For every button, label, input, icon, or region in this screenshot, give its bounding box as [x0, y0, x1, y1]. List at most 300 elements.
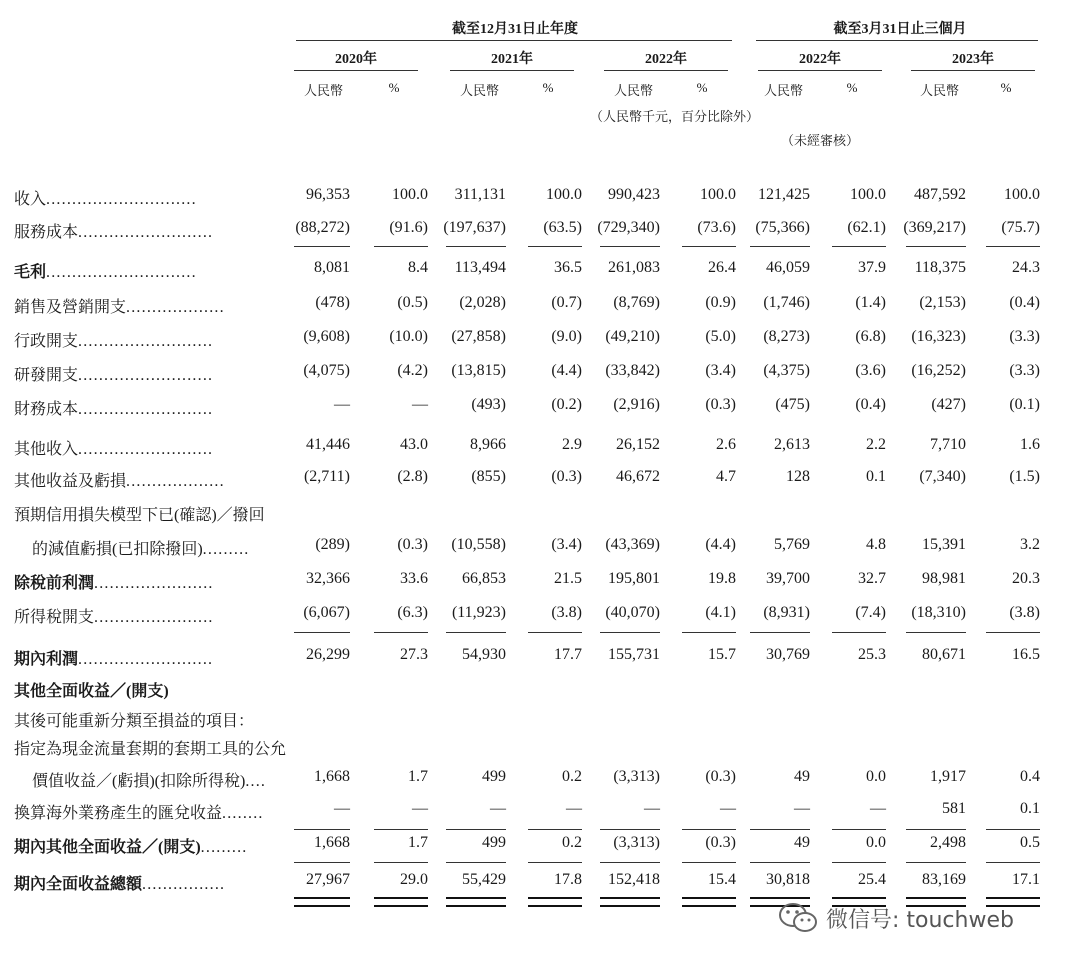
cell-rmb: (49,210): [605, 328, 660, 345]
subtotal-rule: [294, 862, 350, 863]
cell-pct: 19.8: [708, 570, 736, 587]
cell-rmb: (9,608): [303, 328, 350, 345]
unaudited-note: （未經審核）: [780, 133, 859, 148]
subtotal-rule: [750, 862, 810, 863]
row-label: [14, 328, 213, 351]
cell-pct: —: [566, 800, 582, 817]
row-label-text: 其後可能重新分類至損益的項目：: [14, 713, 255, 730]
cell-rmb: (18,310): [911, 604, 966, 621]
row-label-text: 換算海外業務產生的匯兌收益: [14, 805, 223, 822]
cell-pct: (4.4): [705, 536, 736, 553]
row-label-text: 期內利潤: [14, 651, 79, 668]
subtotal-rule: [374, 829, 428, 830]
cell-rmb: 581: [942, 800, 966, 817]
cell-pct: 100.0: [1004, 186, 1040, 203]
cell-pct: (2.8): [397, 468, 428, 485]
cell-pct: 15.4: [708, 871, 736, 888]
row-label: [32, 768, 266, 791]
cell-pct: (91.6): [389, 219, 428, 236]
cell-rmb: 66,853: [462, 570, 506, 587]
cell-rmb: (10,558): [451, 536, 506, 553]
row-label: [14, 219, 213, 242]
cell-rmb: (2,028): [459, 294, 506, 311]
cell-pct: 21.5: [554, 570, 582, 587]
row-label-text: 期內全面收益總額: [14, 876, 143, 893]
cell-pct: 0.4: [1020, 768, 1040, 785]
cell-pct: —: [870, 800, 886, 817]
cell-pct: 20.3: [1012, 570, 1040, 587]
row-label-text: 其他收入: [14, 441, 79, 458]
row-label: [14, 604, 214, 627]
cell-rmb: (33,842): [605, 362, 660, 379]
cell-rmb: (3,313): [613, 834, 660, 851]
cell-rmb: —: [794, 800, 810, 817]
cell-rmb: 2,613: [774, 436, 810, 453]
year-header: 2021年: [491, 52, 533, 67]
cell-rmb: (369,217): [903, 219, 966, 236]
group-header-quarter: 截至3月31日止三個月: [833, 22, 967, 37]
cell-rmb: (8,931): [763, 604, 810, 621]
leader-dots: .........: [202, 541, 250, 558]
cell-pct: (4.1): [705, 604, 736, 621]
leader-dots: .............................: [46, 264, 197, 281]
cell-pct: (0.4): [855, 396, 886, 413]
col-header-rmb: 人民幣: [764, 83, 804, 98]
row-label: [14, 259, 197, 282]
subtotal-rule: [600, 829, 660, 830]
cell-rmb: —: [490, 800, 506, 817]
leader-dots: ..........................: [78, 367, 214, 384]
cell-pct: (62.1): [847, 219, 886, 236]
row-label-text: 財務成本: [14, 401, 79, 418]
cell-pct: (0.3): [397, 536, 428, 553]
col-header-rmb: 人民幣: [304, 83, 344, 98]
row-label-text: 研發開支: [14, 367, 79, 384]
subtotal-rule: [986, 632, 1040, 633]
subtotal-rule: [682, 862, 736, 863]
cell-pct: (1.4): [855, 294, 886, 311]
cell-rmb: (289): [315, 536, 350, 553]
cell-rmb: 49: [794, 834, 810, 851]
cell-pct: (3.3): [1009, 328, 1040, 345]
row-label: [14, 834, 247, 857]
cell-pct: (4.4): [551, 362, 582, 379]
cell-pct: (75.7): [1001, 219, 1040, 236]
cell-pct: 16.5: [1012, 646, 1040, 663]
leader-dots: .......................: [94, 575, 214, 592]
cell-rmb: 990,423: [608, 186, 660, 203]
cell-rmb: (2,711): [303, 468, 350, 485]
col-header-rmb: 人民幣: [614, 83, 654, 98]
year-header-rule: [758, 70, 882, 71]
subtotal-rule: [986, 829, 1040, 830]
row-label: [14, 708, 254, 731]
subtotal-rule: [528, 829, 582, 830]
cell-rmb: 55,429: [462, 871, 506, 888]
cell-rmb: 96,353: [306, 186, 350, 203]
cell-rmb: 2,498: [930, 834, 966, 851]
col-header-pct: %: [388, 80, 400, 95]
subtotal-rule: [600, 246, 660, 247]
year-header: 2022年: [645, 52, 687, 67]
cell-pct: 8.4: [408, 259, 428, 276]
row-label-text: 除稅前利潤: [14, 575, 95, 592]
row-label: [14, 396, 213, 419]
cell-pct: 0.0: [866, 834, 886, 851]
cell-rmb: 1,917: [930, 768, 966, 785]
subtotal-rule: [906, 862, 966, 863]
cell-pct: 3.2: [1020, 536, 1040, 553]
cell-rmb: 113,494: [454, 259, 506, 276]
cell-rmb: (43,369): [605, 536, 660, 553]
cell-rmb: 311,131: [454, 186, 506, 203]
cell-rmb: (855): [471, 468, 506, 485]
cell-rmb: (8,769): [613, 294, 660, 311]
leader-dots: ..........................: [78, 441, 214, 458]
subtotal-rule: [986, 862, 1040, 863]
cell-rmb: 15,391: [922, 536, 966, 553]
cell-pct: (0.9): [705, 294, 736, 311]
cell-rmb: 121,425: [758, 186, 810, 203]
cell-pct: (3.4): [705, 362, 736, 379]
subtotal-rule: [600, 632, 660, 633]
year-header-rule: [450, 70, 574, 71]
cell-pct: (63.5): [543, 219, 582, 236]
row-label-text: 價值收益／(虧損)(扣除所得稅): [32, 773, 246, 790]
cell-rmb: 46,059: [766, 259, 810, 276]
cell-pct: —: [720, 800, 736, 817]
cell-rmb: 7,710: [930, 436, 966, 453]
cell-rmb: (8,273): [763, 328, 810, 345]
cell-rmb: 128: [786, 468, 810, 485]
cell-pct: 0.2: [562, 768, 582, 785]
year-header: 2023年: [952, 52, 994, 67]
cell-pct: —: [412, 800, 428, 817]
cell-rmb: (729,340): [597, 219, 660, 236]
cell-pct: 100.0: [546, 186, 582, 203]
cell-rmb: (4,375): [763, 362, 810, 379]
cell-pct: 0.1: [1020, 800, 1040, 817]
cell-rmb: 261,083: [608, 259, 660, 276]
row-label: [14, 570, 214, 593]
cell-pct: (0.3): [551, 468, 582, 485]
group-header-year: 截至12月31日止年度: [452, 22, 578, 37]
total-double-rule: [528, 897, 582, 907]
cell-pct: 1.6: [1020, 436, 1040, 453]
cell-rmb: (88,272): [295, 219, 350, 236]
row-label: [14, 468, 225, 491]
total-double-rule: [374, 897, 428, 907]
cell-pct: (10.0): [389, 328, 428, 345]
subtotal-rule: [682, 632, 736, 633]
cell-pct: 4.7: [716, 468, 736, 485]
cell-rmb: (16,252): [911, 362, 966, 379]
cell-rmb: 39,700: [766, 570, 810, 587]
leader-dots: ..........................: [78, 224, 214, 241]
col-header-pct: %: [542, 80, 554, 95]
cell-rmb: —: [334, 396, 350, 413]
subtotal-rule: [986, 246, 1040, 247]
row-label: [14, 362, 213, 385]
cell-pct: 0.0: [866, 768, 886, 785]
subtotal-rule: [294, 632, 350, 633]
cell-rmb: 27,967: [306, 871, 350, 888]
cell-pct: 2.6: [716, 436, 736, 453]
col-header-pct: %: [846, 80, 858, 95]
row-label: [14, 736, 286, 759]
cell-pct: 29.0: [400, 871, 428, 888]
leader-dots: ................: [142, 876, 226, 893]
cell-rmb: 30,818: [766, 871, 810, 888]
cell-rmb: 26,299: [306, 646, 350, 663]
cell-rmb: 152,418: [608, 871, 660, 888]
cell-pct: 100.0: [850, 186, 886, 203]
cell-pct: 2.9: [562, 436, 582, 453]
subtotal-rule: [750, 632, 810, 633]
subtotal-rule: [374, 862, 428, 863]
cell-pct: (4.2): [397, 362, 428, 379]
cell-pct: 26.4: [708, 259, 736, 276]
cell-pct: (0.3): [705, 768, 736, 785]
cell-pct: 17.1: [1012, 871, 1040, 888]
cell-pct: (73.6): [697, 219, 736, 236]
cell-pct: (3.6): [855, 362, 886, 379]
cell-rmb: (75,366): [755, 219, 810, 236]
cell-rmb: —: [644, 800, 660, 817]
subtotal-rule: [294, 829, 350, 830]
cell-rmb: (16,323): [911, 328, 966, 345]
cell-rmb: 46,672: [616, 468, 660, 485]
row-label-text: 銷售及營銷開支: [14, 299, 127, 316]
cell-pct: 36.5: [554, 259, 582, 276]
row-label: [14, 678, 169, 701]
subtotal-rule: [906, 246, 966, 247]
subtotal-rule: [832, 632, 886, 633]
total-double-rule: [600, 897, 660, 907]
cell-pct: 25.4: [858, 871, 886, 888]
cell-pct: (5.0): [705, 328, 736, 345]
row-label: [14, 502, 265, 525]
cell-rmb: 83,169: [922, 871, 966, 888]
year-header: 2020年: [335, 52, 377, 67]
leader-dots: ........: [222, 805, 264, 822]
cell-pct: 1.7: [408, 768, 428, 785]
cell-pct: (6.3): [397, 604, 428, 621]
cell-rmb: (3,313): [613, 768, 660, 785]
row-label-text: 服務成本: [14, 224, 79, 241]
subtotal-rule: [682, 246, 736, 247]
cell-rmb: (11,923): [451, 604, 506, 621]
cell-pct: (0.7): [551, 294, 582, 311]
subtotal-rule: [446, 862, 506, 863]
leader-dots: .......................: [94, 609, 214, 626]
row-label-text: 期內其他全面收益／(開支): [14, 839, 201, 856]
wechat-icon: [778, 901, 818, 935]
cell-pct: (0.3): [705, 834, 736, 851]
cell-rmb: 54,930: [462, 646, 506, 663]
col-header-pct: %: [1000, 80, 1012, 95]
leader-dots: ...................: [126, 299, 225, 316]
cell-rmb: (4,075): [303, 362, 350, 379]
subtotal-rule: [528, 862, 582, 863]
cell-pct: (0.1): [1009, 396, 1040, 413]
leader-dots: ..........................: [78, 401, 214, 418]
cell-pct: 43.0: [400, 436, 428, 453]
year-header-rule: [294, 70, 418, 71]
cell-rmb: 32,366: [306, 570, 350, 587]
row-label-text: 毛利: [14, 264, 47, 281]
subtotal-rule: [600, 862, 660, 863]
cell-pct: 2.2: [866, 436, 886, 453]
cell-pct: (6.8): [855, 328, 886, 345]
cell-pct: (0.4): [1009, 294, 1040, 311]
cell-rmb: 1,668: [314, 768, 350, 785]
leader-dots: ..........................: [78, 333, 214, 350]
subtotal-rule: [446, 829, 506, 830]
cell-rmb: 30,769: [766, 646, 810, 663]
cell-pct: 27.3: [400, 646, 428, 663]
leader-dots: .........: [200, 839, 248, 856]
year-header: 2022年: [799, 52, 841, 67]
cell-pct: 0.1: [866, 468, 886, 485]
cell-rmb: 118,375: [914, 259, 966, 276]
row-label: [14, 294, 225, 317]
cell-rmb: (13,815): [451, 362, 506, 379]
subtotal-rule: [832, 246, 886, 247]
subtotal-rule: [374, 246, 428, 247]
cell-pct: 100.0: [700, 186, 736, 203]
cell-rmb: (27,858): [451, 328, 506, 345]
cell-rmb: (478): [315, 294, 350, 311]
subtotal-rule: [446, 246, 506, 247]
cell-rmb: 155,731: [608, 646, 660, 663]
row-label: [14, 871, 225, 894]
total-double-rule: [294, 897, 350, 907]
cell-rmb: 5,769: [774, 536, 810, 553]
group-header-year-rule: [296, 40, 732, 41]
total-double-rule: [682, 897, 736, 907]
cell-pct: 17.7: [554, 646, 582, 663]
row-label-text: 的減值虧損(已扣除撥回): [32, 541, 203, 558]
group-header-quarter-rule: [756, 40, 1038, 41]
cell-pct: 0.5: [1020, 834, 1040, 851]
subtotal-rule: [832, 829, 886, 830]
subtotal-rule: [906, 632, 966, 633]
subtotal-rule: [294, 246, 350, 247]
row-label-text: 其他全面收益／(開支): [14, 683, 169, 700]
cell-pct: —: [412, 396, 428, 413]
cell-rmb: (427): [931, 396, 966, 413]
cell-pct: 24.3: [1012, 259, 1040, 276]
cell-pct: 0.2: [562, 834, 582, 851]
watermark: [778, 900, 1014, 936]
cell-rmb: 499: [482, 834, 506, 851]
cell-rmb: (493): [471, 396, 506, 413]
cell-rmb: (2,916): [613, 396, 660, 413]
cell-rmb: 8,966: [470, 436, 506, 453]
cell-rmb: 8,081: [314, 259, 350, 276]
cell-pct: (9.0): [551, 328, 582, 345]
leader-dots: ...................: [126, 473, 225, 490]
leader-dots: ..........................: [78, 651, 214, 668]
cell-rmb: (475): [775, 396, 810, 413]
cell-pct: 15.7: [708, 646, 736, 663]
cell-rmb: (6,067): [303, 604, 350, 621]
cell-rmb: 98,981: [922, 570, 966, 587]
total-double-rule: [446, 897, 506, 907]
row-label: [14, 646, 213, 669]
cell-pct: (3.8): [1009, 604, 1040, 621]
cell-rmb: 41,446: [306, 436, 350, 453]
cell-rmb: 1,668: [314, 834, 350, 851]
cell-rmb: (1,746): [763, 294, 810, 311]
subtotal-rule: [446, 632, 506, 633]
cell-pct: 33.6: [400, 570, 428, 587]
cell-rmb: 26,152: [616, 436, 660, 453]
year-header-rule: [911, 70, 1035, 71]
row-label-text: 預期信用損失模型下已(確認)／撥回: [14, 507, 265, 524]
col-header-pct: %: [696, 80, 708, 95]
subtotal-rule: [374, 632, 428, 633]
cell-pct: (7.4): [855, 604, 886, 621]
row-label-text: 所得稅開支: [14, 609, 95, 626]
row-label: [32, 536, 249, 559]
unit-note: （人民幣千元，百分比除外）: [590, 109, 760, 124]
cell-pct: 32.7: [858, 570, 886, 587]
cell-rmb: —: [334, 800, 350, 817]
cell-pct: (3.8): [551, 604, 582, 621]
cell-pct: (0.3): [705, 396, 736, 413]
cell-rmb: 195,801: [608, 570, 660, 587]
cell-pct: 37.9: [858, 259, 886, 276]
cell-rmb: (197,637): [443, 219, 506, 236]
row-label: [14, 436, 213, 459]
cell-pct: (3.3): [1009, 362, 1040, 379]
subtotal-rule: [832, 862, 886, 863]
cell-pct: 1.7: [408, 834, 428, 851]
watermark-text: 微信号: touchweb: [826, 907, 1014, 933]
cell-rmb: (2,153): [919, 294, 966, 311]
subtotal-rule: [528, 632, 582, 633]
cell-pct: 25.3: [858, 646, 886, 663]
cell-pct: (1.5): [1009, 468, 1040, 485]
subtotal-rule: [750, 829, 810, 830]
row-label-text: 收入: [14, 191, 47, 208]
subtotal-rule: [528, 246, 582, 247]
year-header-rule: [604, 70, 728, 71]
row-label-text: 指定為現金流量套期的套期工具的公允: [14, 741, 287, 758]
subtotal-rule: [750, 246, 810, 247]
cell-rmb: 80,671: [922, 646, 966, 663]
row-label: [14, 800, 264, 823]
leader-dots: .............................: [46, 191, 197, 208]
leader-dots: ....: [245, 773, 267, 790]
cell-rmb: 487,592: [914, 186, 966, 203]
row-label: [14, 186, 197, 209]
cell-rmb: 499: [482, 768, 506, 785]
cell-pct: (0.5): [397, 294, 428, 311]
cell-rmb: (40,070): [605, 604, 660, 621]
cell-rmb: 49: [794, 768, 810, 785]
row-label-text: 行政開支: [14, 333, 79, 350]
col-header-rmb: 人民幣: [920, 83, 960, 98]
cell-pct: 17.8: [554, 871, 582, 888]
cell-pct: (0.2): [551, 396, 582, 413]
cell-pct: 4.8: [866, 536, 886, 553]
col-header-rmb: 人民幣: [460, 83, 500, 98]
cell-rmb: (7,340): [919, 468, 966, 485]
row-label-text: 其他收益及虧損: [14, 473, 127, 490]
